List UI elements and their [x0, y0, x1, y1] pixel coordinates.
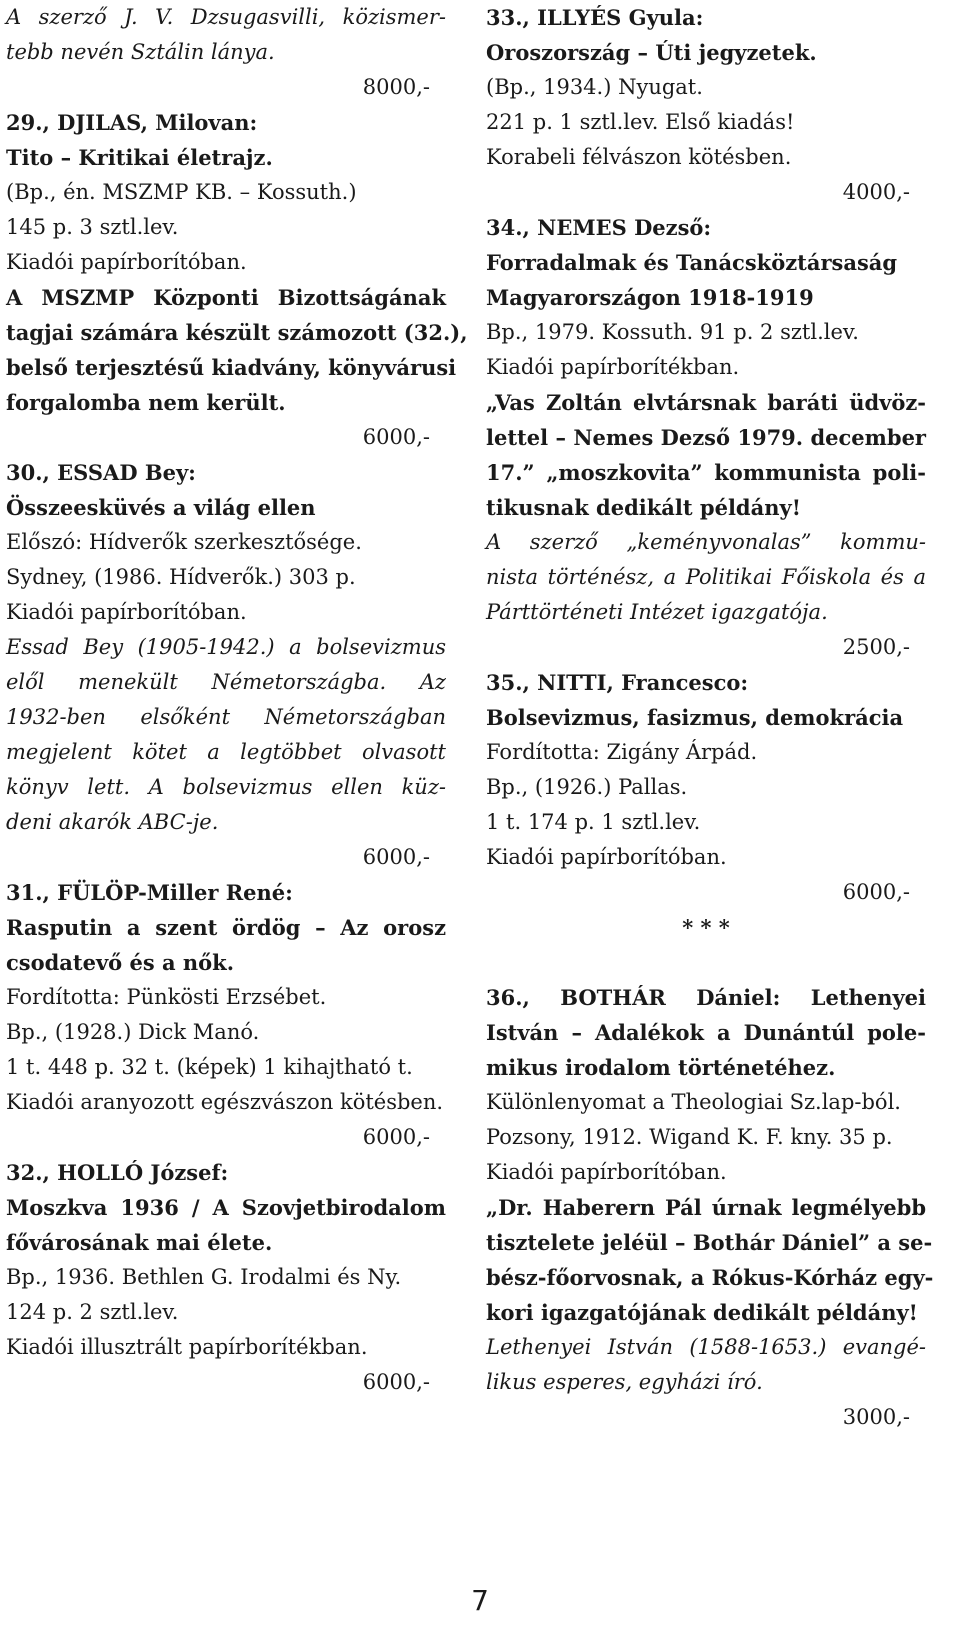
catalog-line: Fordította: Zigány Árpád.	[486, 740, 758, 764]
catalog-line: Bp., (1926.) Pallas.	[486, 775, 688, 799]
catalog-line: könyv lett. A bolsevizmus ellen küz-	[6, 775, 446, 799]
catalog-line: Sydney, (1986. Hídverők.) 303 p.	[6, 565, 356, 589]
catalog-line: 33., ILLYÉS Gyula:	[486, 5, 704, 30]
catalog-line: likus esperes, egyházi író.	[486, 1370, 763, 1394]
catalog-line: 1932-ben elsőként Németországban	[6, 705, 446, 729]
catalog-line: 29., DJILAS, Milovan:	[6, 110, 258, 135]
catalog-line: Különlenyomat a Theologiai Sz.lap-ból.	[486, 1090, 901, 1114]
catalog-line: csodatevő és a nők.	[6, 950, 235, 975]
catalog-line: 6000,-	[362, 425, 430, 449]
catalog-line: „Vas Zoltán elvtársnak baráti üdvöz-	[486, 390, 926, 415]
catalog-line: Bp., 1936. Bethlen G. Irodalmi és Ny.	[6, 1265, 402, 1289]
catalog-line	[486, 945, 926, 980]
catalog-line: 145 p. 3 sztl.lev.	[6, 215, 179, 239]
catalog-line: forgalomba nem került.	[6, 390, 286, 415]
catalog-line: 30., ESSAD Bey:	[6, 460, 196, 485]
right-column	[486, 0, 934, 1435]
catalog-line: Bp., 1979. Kossuth. 91 p. 2 sztl.lev.	[486, 320, 859, 344]
catalog-line: 3000,-	[842, 1405, 910, 1429]
catalog-line: tisztelete jeléül – Bothár Dániel” a se-	[486, 1230, 933, 1255]
page-number: 7	[471, 1584, 489, 1617]
catalog-line: Kiadói aranyozott egészvászon kötésben.	[6, 1090, 444, 1114]
catalog-line: Oroszország – Úti jegyzetek.	[486, 40, 817, 65]
catalog-line: Előszó: Hídverők szerkesztősége.	[6, 530, 362, 554]
catalog-line: Kiadói papírborítóban.	[486, 1160, 727, 1184]
catalog-line: 8000,-	[362, 75, 430, 99]
catalog-line: 6000,-	[842, 880, 910, 904]
catalog-line: elől menekült Németországba. Az	[6, 670, 446, 694]
catalog-line: Kiadói illusztrált papírborítékban.	[6, 1335, 368, 1359]
catalog-line: 2500,-	[842, 635, 910, 659]
catalog-line: Korabeli félvászon kötésben.	[486, 145, 792, 169]
catalog-line: Kiadói papírborítóban.	[6, 250, 247, 274]
catalog-line: Tito – Kritikai életrajz.	[6, 145, 273, 170]
catalog-line: 36., BOTHÁR Dániel: Lethenyei	[486, 985, 926, 1010]
catalog-line: * * *	[682, 915, 730, 940]
catalog-line: Bp., (1928.) Dick Manó.	[6, 1020, 260, 1044]
catalog-line: 6000,-	[362, 1370, 430, 1394]
catalog-line: 17.” „moszkovita” kommunista poli-	[486, 460, 926, 485]
catalog-line: 34., NEMES Dezső:	[486, 215, 712, 240]
catalog-line: fővárosának mai élete.	[6, 1230, 273, 1255]
catalog-line: 31., FÜLÖP-Miller René:	[6, 880, 293, 905]
catalog-line: 4000,-	[842, 180, 910, 204]
catalog-line: Essad Bey (1905-1942.) a bolsevizmus	[6, 635, 446, 659]
catalog-line: Kiadói papírborítóban.	[6, 600, 247, 624]
catalog-line: A szerző J. V. Dzsugasvilli, közismer-	[6, 5, 446, 29]
catalog-line: „Dr. Haberern Pál úrnak legmélyebb	[486, 1195, 926, 1220]
catalog-line: 35., NITTI, Francesco:	[486, 670, 749, 695]
catalog-line: Kiadói papírborítóban.	[486, 845, 727, 869]
catalog-line: Bolsevizmus, fasizmus, demokrácia	[486, 705, 904, 730]
catalog-line: mikus irodalom történetéhez.	[486, 1055, 836, 1080]
catalog-line: lettel – Nemes Dezső 1979. december	[486, 425, 926, 450]
catalog-line: A MSZMP Központi Bizottságának	[6, 285, 446, 310]
catalog-line: Fordította: Pünkösti Erzsébet.	[6, 985, 327, 1009]
catalog-line: 6000,-	[362, 1125, 430, 1149]
catalog-line: A szerző „keményvonalas” kommu-	[486, 530, 926, 554]
catalog-line: tagjai számára készült számozott (32.),	[6, 320, 468, 345]
catalog-line: megjelent kötet a legtöbbet olvasott	[6, 740, 446, 764]
catalog-line: István – Adalékok a Dunántúl pole-	[486, 1020, 926, 1045]
catalog-line: tikusnak dedikált példány!	[486, 495, 801, 520]
catalog-line: kori igazgatójának dedikált példány!	[486, 1300, 918, 1325]
catalog-line: 1 t. 174 p. 1 sztl.lev.	[486, 810, 701, 834]
catalog-line: 1 t. 448 p. 32 t. (képek) 1 kihajtható t.	[6, 1055, 413, 1079]
catalog-line: deni akarók ABC-je.	[6, 810, 219, 834]
catalog-line: 6000,-	[362, 845, 430, 869]
catalog-line: Pozsony, 1912. Wigand K. F. kny. 35 p.	[486, 1125, 893, 1149]
catalog-line: 124 p. 2 sztl.lev.	[6, 1300, 179, 1324]
catalog-line: Párttörténeti Intézet igazgatója.	[486, 600, 828, 624]
catalog-line: (Bp., 1934.) Nyugat.	[486, 75, 703, 99]
catalog-line: Lethenyei István (1588-1653.) evangé-	[486, 1335, 926, 1359]
left-column	[6, 0, 468, 1400]
catalog-line: belső terjesztésű kiadvány, könyvárusi	[6, 355, 457, 380]
catalog-line: nista történész, a Politikai Főiskola és a	[486, 565, 926, 589]
catalog-line: tebb nevén Sztálin lánya.	[6, 40, 275, 64]
catalog-line: Kiadói papírborítékban.	[486, 355, 740, 379]
catalog-line: Forradalmak és Tanácsköztársaság	[486, 250, 898, 275]
catalog-line: bész-főorvosnak, a Rókus-Kórház egy-	[486, 1265, 934, 1290]
catalog-line: Magyarországon 1918-1919	[486, 285, 814, 310]
catalog-line: Összeesküvés a világ ellen	[6, 495, 316, 520]
catalog-line: 32., HOLLÓ József:	[6, 1160, 229, 1185]
catalog-line: (Bp., én. MSZMP KB. – Kossuth.)	[6, 180, 357, 204]
catalog-line: Moszkva 1936 / A Szovjetbirodalom	[6, 1195, 446, 1220]
catalog-line: Rasputin a szent ördög – Az orosz	[6, 915, 446, 940]
catalog-line: 221 p. 1 sztl.lev. Első kiadás!	[486, 110, 795, 134]
